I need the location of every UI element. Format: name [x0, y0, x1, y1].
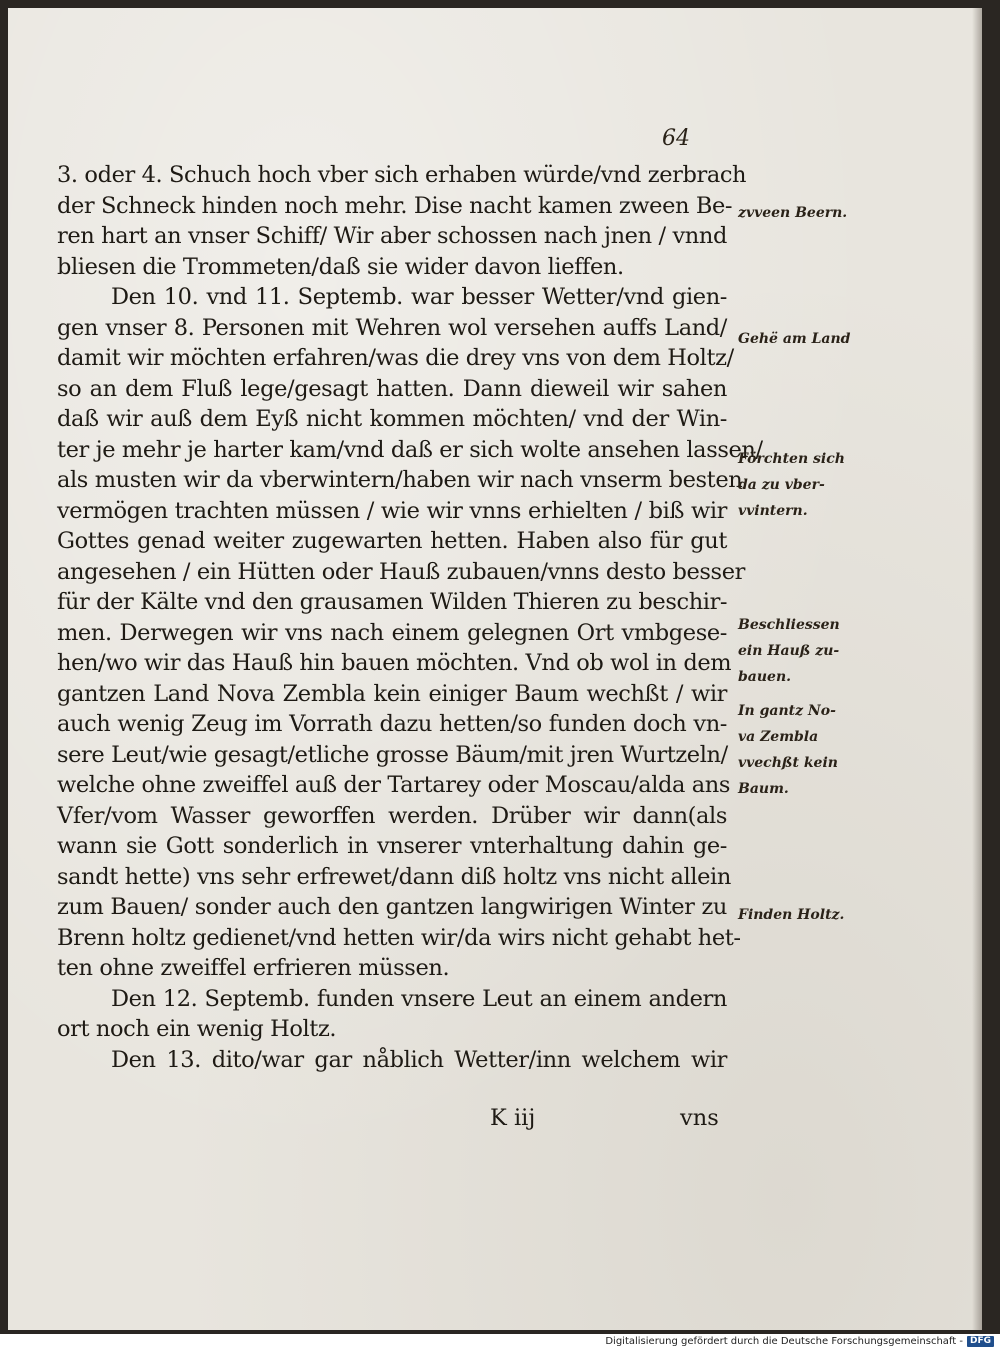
text-line: ten ohne zweiffel erfrieren müssen. — [57, 955, 450, 981]
text-line: ter je mehr je harter kam/vnd daß er sich wolte ansehen lassen/ — [57, 436, 763, 463]
footer-credit: Digitalisierung gefördert durch die Deutsche Forschungsgemeinschaft - — [605, 1336, 963, 1347]
text-line: 3. oder 4. Schuch hoch vber sich erhaben würde/vnd zerbrach — [57, 162, 747, 188]
text-line: Den 13. dito/war gar nåblich Wetter/inn welchem wir — [111, 1046, 727, 1073]
text-line: welche ohne zweiffel auß der Tartarey oder Moscau/alda ans — [57, 772, 731, 798]
margin-note — [738, 446, 878, 524]
text-line: ort noch ein wenig Holtz. — [57, 1016, 337, 1042]
text-line: Brenn holtz gedienet/vnd hetten wir/da wirs nicht gehabt het- — [57, 924, 741, 951]
text-line: bliesen die Trommeten/daß sie wider davon lieffen. — [57, 253, 624, 280]
text-line: gantzen Land Nova Zembla kein einiger Baum wechßt / wir — [57, 680, 727, 707]
catchword: vns — [680, 1105, 719, 1131]
text-line: der Schneck hinden noch mehr. Dise nacht kamen zween Be- — [57, 192, 733, 219]
page-number: 64 — [662, 126, 690, 151]
text-line: Vfer/vom Wasser geworffen werden. Drüber wir dann(als — [57, 802, 727, 829]
margin-note — [738, 612, 878, 690]
text-line: ren hart an vnser Schiff/ Wir aber schossen nach jnen / vnnd — [57, 223, 727, 249]
text-line: Den 10. vnd 11. Septemb. war besser Wetter/vnd gien- — [111, 284, 727, 310]
text-line: auch wenig Zeug im Vorrath dazu hetten/so funden doch vn- — [57, 711, 727, 737]
text-line: sandt hette) vns sehr erfrewet/dann diß holtz vns nicht allein — [57, 863, 731, 890]
text-line: daß wir auß dem Eyß nicht kommen möchten/ vnd der Win- — [57, 406, 727, 432]
margin-note-line: zvveen Beern. — [738, 205, 848, 221]
text-line: so an dem Fluß lege/gesagt hatten. Dann dieweil wir sahen — [57, 375, 727, 402]
text-line: gen vnser 8. Personen mit Wehren wol versehen auffs Land/ — [57, 314, 727, 341]
margin-note — [738, 200, 878, 226]
margin-note-line: vvechßt kein — [738, 755, 838, 771]
text-line: Gottes genad weiter zugewarten hetten. Haben also für gut — [57, 528, 727, 554]
text-line: angesehen / ein Hütten oder Hauß zubauen/vnns desto besser — [57, 558, 745, 585]
margin-note-line: va Zembla — [738, 729, 819, 745]
text-line: damit wir möchten erfahren/was die drey vns von dem Holtz/ — [57, 345, 734, 371]
margin-note — [738, 326, 878, 352]
margin-note-line: vvintern. — [738, 503, 808, 519]
margin-note-line: In gantz No- — [738, 703, 836, 719]
margin-note-line: ein Hauß zu- — [738, 643, 840, 659]
margin-note-line: da zu vber- — [738, 477, 825, 493]
text-line: als musten wir da vberwintern/haben wir nach vnserm besten — [57, 467, 743, 493]
text-line: vermögen trachten müssen / wie wir vnns erhielten / biß wir — [57, 497, 727, 524]
margin-note-line: Förchten sich — [738, 451, 845, 467]
text-line: Den 12. Septemb. funden vnsere Leut an einem andern — [111, 985, 727, 1012]
dfg-logo-icon: DFG — [967, 1336, 994, 1347]
text-line: men. Derwegen wir vns nach einem gelegnen Ort vmbgese- — [57, 619, 727, 646]
margin-note — [738, 902, 878, 928]
digitization-footer — [605, 1336, 994, 1347]
text-line: für der Kälte vnd den grausamen Wilden Thieren zu beschir- — [57, 589, 728, 615]
page-edge-shadow — [972, 8, 982, 1330]
margin-note — [738, 698, 878, 802]
margin-note-line: Baum. — [738, 781, 789, 797]
text-line: wann sie Gott sonderlich in vnserer vnterhaltung dahin ge- — [57, 833, 727, 859]
signature-mark: K iij — [490, 1105, 536, 1131]
margin-note-line: Finden Holtz. — [738, 907, 845, 923]
text-line: zum Bauen/ sonder auch den gantzen langwirigen Winter zu — [57, 894, 727, 920]
margin-note-line: bauen. — [738, 669, 791, 685]
margin-note-line: Beschliessen — [738, 617, 840, 633]
main-text-block — [57, 160, 763, 1075]
text-line: hen/wo wir das Hauß hin bauen möchten. Vnd ob wol in dem — [57, 650, 732, 676]
text-line: sere Leut/wie gesagt/etliche grosse Bäum/mit jren Wurtzeln/ — [57, 741, 728, 768]
margin-note-line: Gehë am Land — [738, 331, 851, 347]
